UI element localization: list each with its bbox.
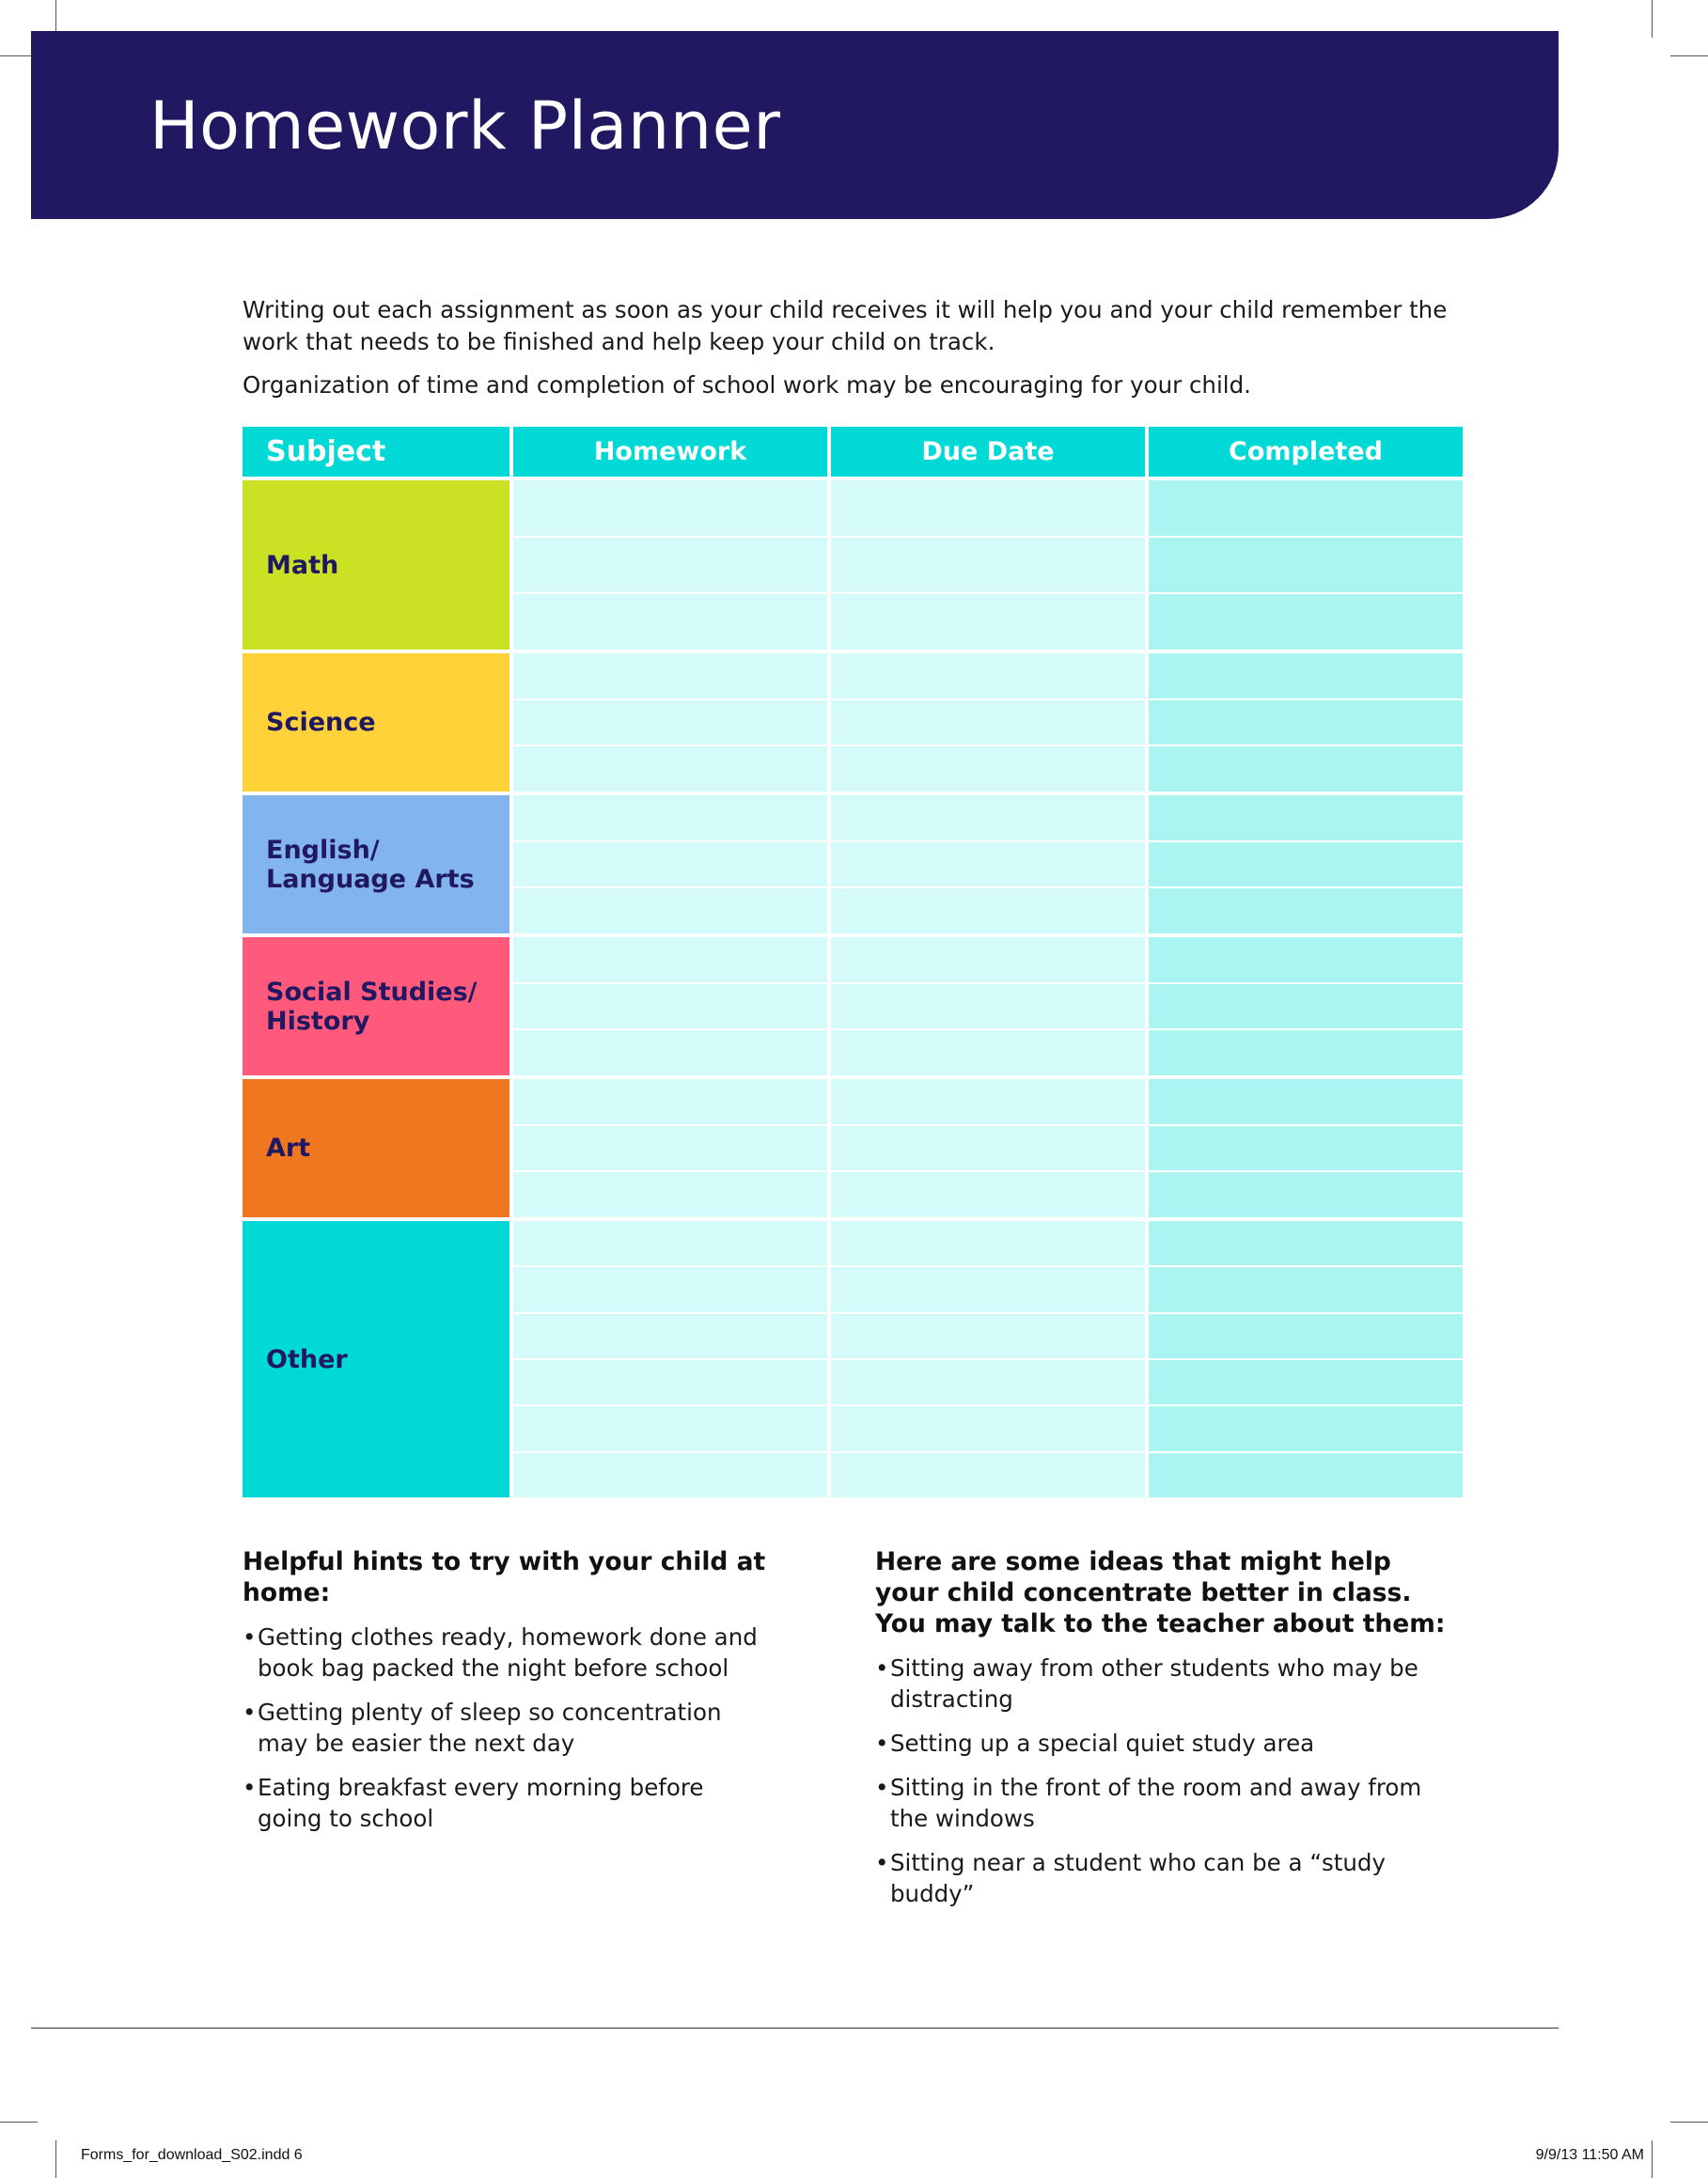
- due-date-column-group: [831, 1221, 1145, 1497]
- due-date-entry-cell[interactable]: [831, 1406, 1145, 1452]
- hint-item: • Sitting near a student who can be a “study buddy”: [875, 1847, 1458, 1909]
- completed-entry-cell[interactable]: [1149, 1453, 1463, 1497]
- page-title: Homework Planner: [149, 87, 781, 165]
- homework-entry-cell[interactable]: [513, 700, 827, 747]
- due-date-column-group: [831, 653, 1145, 791]
- homework-column-group: [513, 480, 827, 650]
- due-date-entry-cell[interactable]: [831, 1079, 1145, 1126]
- crop-mark: [0, 2122, 38, 2123]
- completed-entry-cell[interactable]: [1149, 594, 1463, 650]
- due-date-column-group: [831, 1079, 1145, 1217]
- completed-entry-cell[interactable]: [1149, 653, 1463, 700]
- completed-column-group: [1149, 1221, 1463, 1497]
- completed-entry-cell[interactable]: [1149, 1314, 1463, 1360]
- due-date-entry-cell[interactable]: [831, 538, 1145, 595]
- subject-label: Other: [243, 1221, 509, 1497]
- completed-column-group: [1149, 653, 1463, 791]
- completed-entry-cell[interactable]: [1149, 1079, 1463, 1126]
- homework-column-group: [513, 1079, 827, 1217]
- crop-mark: [1670, 2122, 1708, 2123]
- due-date-column-group: [831, 480, 1145, 650]
- due-date-entry-cell[interactable]: [831, 842, 1145, 889]
- homework-column-group: [513, 795, 827, 933]
- due-date-entry-cell[interactable]: [831, 1030, 1145, 1075]
- completed-entry-cell[interactable]: [1149, 1030, 1463, 1075]
- homework-entry-cell[interactable]: [513, 984, 827, 1031]
- completed-entry-cell[interactable]: [1149, 1172, 1463, 1217]
- completed-entry-cell[interactable]: [1149, 1221, 1463, 1267]
- homework-entry-cell[interactable]: [513, 746, 827, 791]
- due-date-entry-cell[interactable]: [831, 1221, 1145, 1267]
- subject-label: Social Studies/ History: [243, 937, 509, 1075]
- due-date-entry-cell[interactable]: [831, 1314, 1145, 1360]
- intro-paragraph: Writing out each assignment as soon as your child receives it will help you and your child remember the work that needs to be finished and help keep your child on track.: [243, 296, 1448, 355]
- due-date-entry-cell[interactable]: [831, 700, 1145, 747]
- completed-entry-cell[interactable]: [1149, 538, 1463, 595]
- column-header-subject: Subject: [243, 427, 509, 477]
- due-date-column-group: [831, 937, 1145, 1075]
- due-date-entry-cell[interactable]: [831, 1453, 1145, 1497]
- completed-entry-cell[interactable]: [1149, 700, 1463, 747]
- footer-divider: [31, 2028, 1559, 2029]
- homework-column-group: [513, 937, 827, 1075]
- homework-entry-cell[interactable]: [513, 1314, 827, 1360]
- hints-class-heading: Here are some ideas that might help your child concentrate better in class. You may talk to the teacher about them:: [875, 1547, 1446, 1638]
- homework-entry-cell[interactable]: [513, 1360, 827, 1406]
- due-date-column-group: [831, 795, 1145, 933]
- completed-entry-cell[interactable]: [1149, 1126, 1463, 1173]
- due-date-entry-cell[interactable]: [831, 888, 1145, 933]
- column-header-completed: Completed: [1149, 427, 1463, 477]
- due-date-entry-cell[interactable]: [831, 984, 1145, 1031]
- hint-item: • Getting clothes ready, homework done and book bag packed the night before school: [243, 1622, 769, 1684]
- footer-timestamp: 9/9/13 11:50 AM: [1535, 2147, 1644, 2163]
- completed-entry-cell[interactable]: [1149, 888, 1463, 933]
- due-date-entry-cell[interactable]: [831, 1360, 1145, 1406]
- crop-mark: [1652, 0, 1653, 38]
- due-date-entry-cell[interactable]: [831, 795, 1145, 842]
- crop-mark: [1652, 2140, 1653, 2178]
- hints-class-section: [875, 1546, 1458, 1922]
- homework-entry-cell[interactable]: [513, 937, 827, 984]
- column-header-homework: Homework: [513, 427, 827, 477]
- due-date-entry-cell[interactable]: [831, 594, 1145, 650]
- homework-entry-cell[interactable]: [513, 1126, 827, 1173]
- completed-column-group: [1149, 937, 1463, 1075]
- homework-entry-cell[interactable]: [513, 795, 827, 842]
- completed-entry-cell[interactable]: [1149, 1360, 1463, 1406]
- footer-filename: Forms_for_download_S02.indd 6: [81, 2147, 303, 2163]
- completed-column-group: [1149, 1079, 1463, 1217]
- completed-entry-cell[interactable]: [1149, 795, 1463, 842]
- hints-home-section: [243, 1546, 769, 1847]
- homework-entry-cell[interactable]: [513, 1453, 827, 1497]
- completed-column-group: [1149, 480, 1463, 650]
- due-date-entry-cell[interactable]: [831, 653, 1145, 700]
- homework-entry-cell[interactable]: [513, 594, 827, 650]
- homework-entry-cell[interactable]: [513, 1221, 827, 1267]
- homework-entry-cell[interactable]: [513, 538, 827, 595]
- hint-item: • Eating breakfast every morning before going to school: [243, 1772, 769, 1834]
- subject-label: Math: [243, 480, 509, 650]
- column-header-due-date: Due Date: [831, 427, 1145, 477]
- subject-label: Science: [243, 653, 509, 791]
- homework-entry-cell[interactable]: [513, 1267, 827, 1313]
- intro-paragraph: Organization of time and completion of school work may be encouraging for your child.: [243, 371, 1251, 399]
- homework-entry-cell[interactable]: [513, 653, 827, 700]
- completed-entry-cell[interactable]: [1149, 480, 1463, 538]
- subject-label: Art: [243, 1079, 509, 1217]
- homework-column-group: [513, 653, 827, 791]
- due-date-entry-cell[interactable]: [831, 1172, 1145, 1217]
- due-date-entry-cell[interactable]: [831, 746, 1145, 791]
- homework-entry-cell[interactable]: [513, 842, 827, 889]
- completed-entry-cell[interactable]: [1149, 937, 1463, 984]
- homework-entry-cell[interactable]: [513, 1030, 827, 1075]
- homework-entry-cell[interactable]: [513, 1079, 827, 1126]
- crop-mark: [55, 2140, 56, 2178]
- completed-entry-cell[interactable]: [1149, 842, 1463, 889]
- hint-item: • Sitting away from other students who may be distracting: [875, 1653, 1458, 1715]
- subject-label: English/ Language Arts: [243, 795, 509, 933]
- completed-entry-cell[interactable]: [1149, 984, 1463, 1031]
- homework-entry-cell[interactable]: [513, 1172, 827, 1217]
- completed-entry-cell[interactable]: [1149, 1267, 1463, 1313]
- hint-item: • Sitting in the front of the room and away from the windows: [875, 1772, 1458, 1834]
- hints-home-heading: Helpful hints to try with your child at home:: [243, 1547, 766, 1607]
- homework-entry-cell[interactable]: [513, 888, 827, 933]
- due-date-entry-cell[interactable]: [831, 1126, 1145, 1173]
- completed-column-group: [1149, 795, 1463, 933]
- homework-planner-table: [243, 427, 1463, 1501]
- homework-entry-cell[interactable]: [513, 480, 827, 538]
- crop-mark: [1670, 55, 1708, 56]
- due-date-entry-cell[interactable]: [831, 480, 1145, 538]
- due-date-entry-cell[interactable]: [831, 1267, 1145, 1313]
- homework-column-group: [513, 1221, 827, 1497]
- due-date-entry-cell[interactable]: [831, 937, 1145, 984]
- header-banner: [31, 31, 1559, 219]
- hint-item: • Getting plenty of sleep so concentration may be easier the next day: [243, 1697, 769, 1759]
- homework-entry-cell[interactable]: [513, 1406, 827, 1452]
- hint-item: • Setting up a special quiet study area: [875, 1728, 1458, 1759]
- completed-entry-cell[interactable]: [1149, 746, 1463, 791]
- intro-text: [243, 294, 1465, 413]
- completed-entry-cell[interactable]: [1149, 1406, 1463, 1452]
